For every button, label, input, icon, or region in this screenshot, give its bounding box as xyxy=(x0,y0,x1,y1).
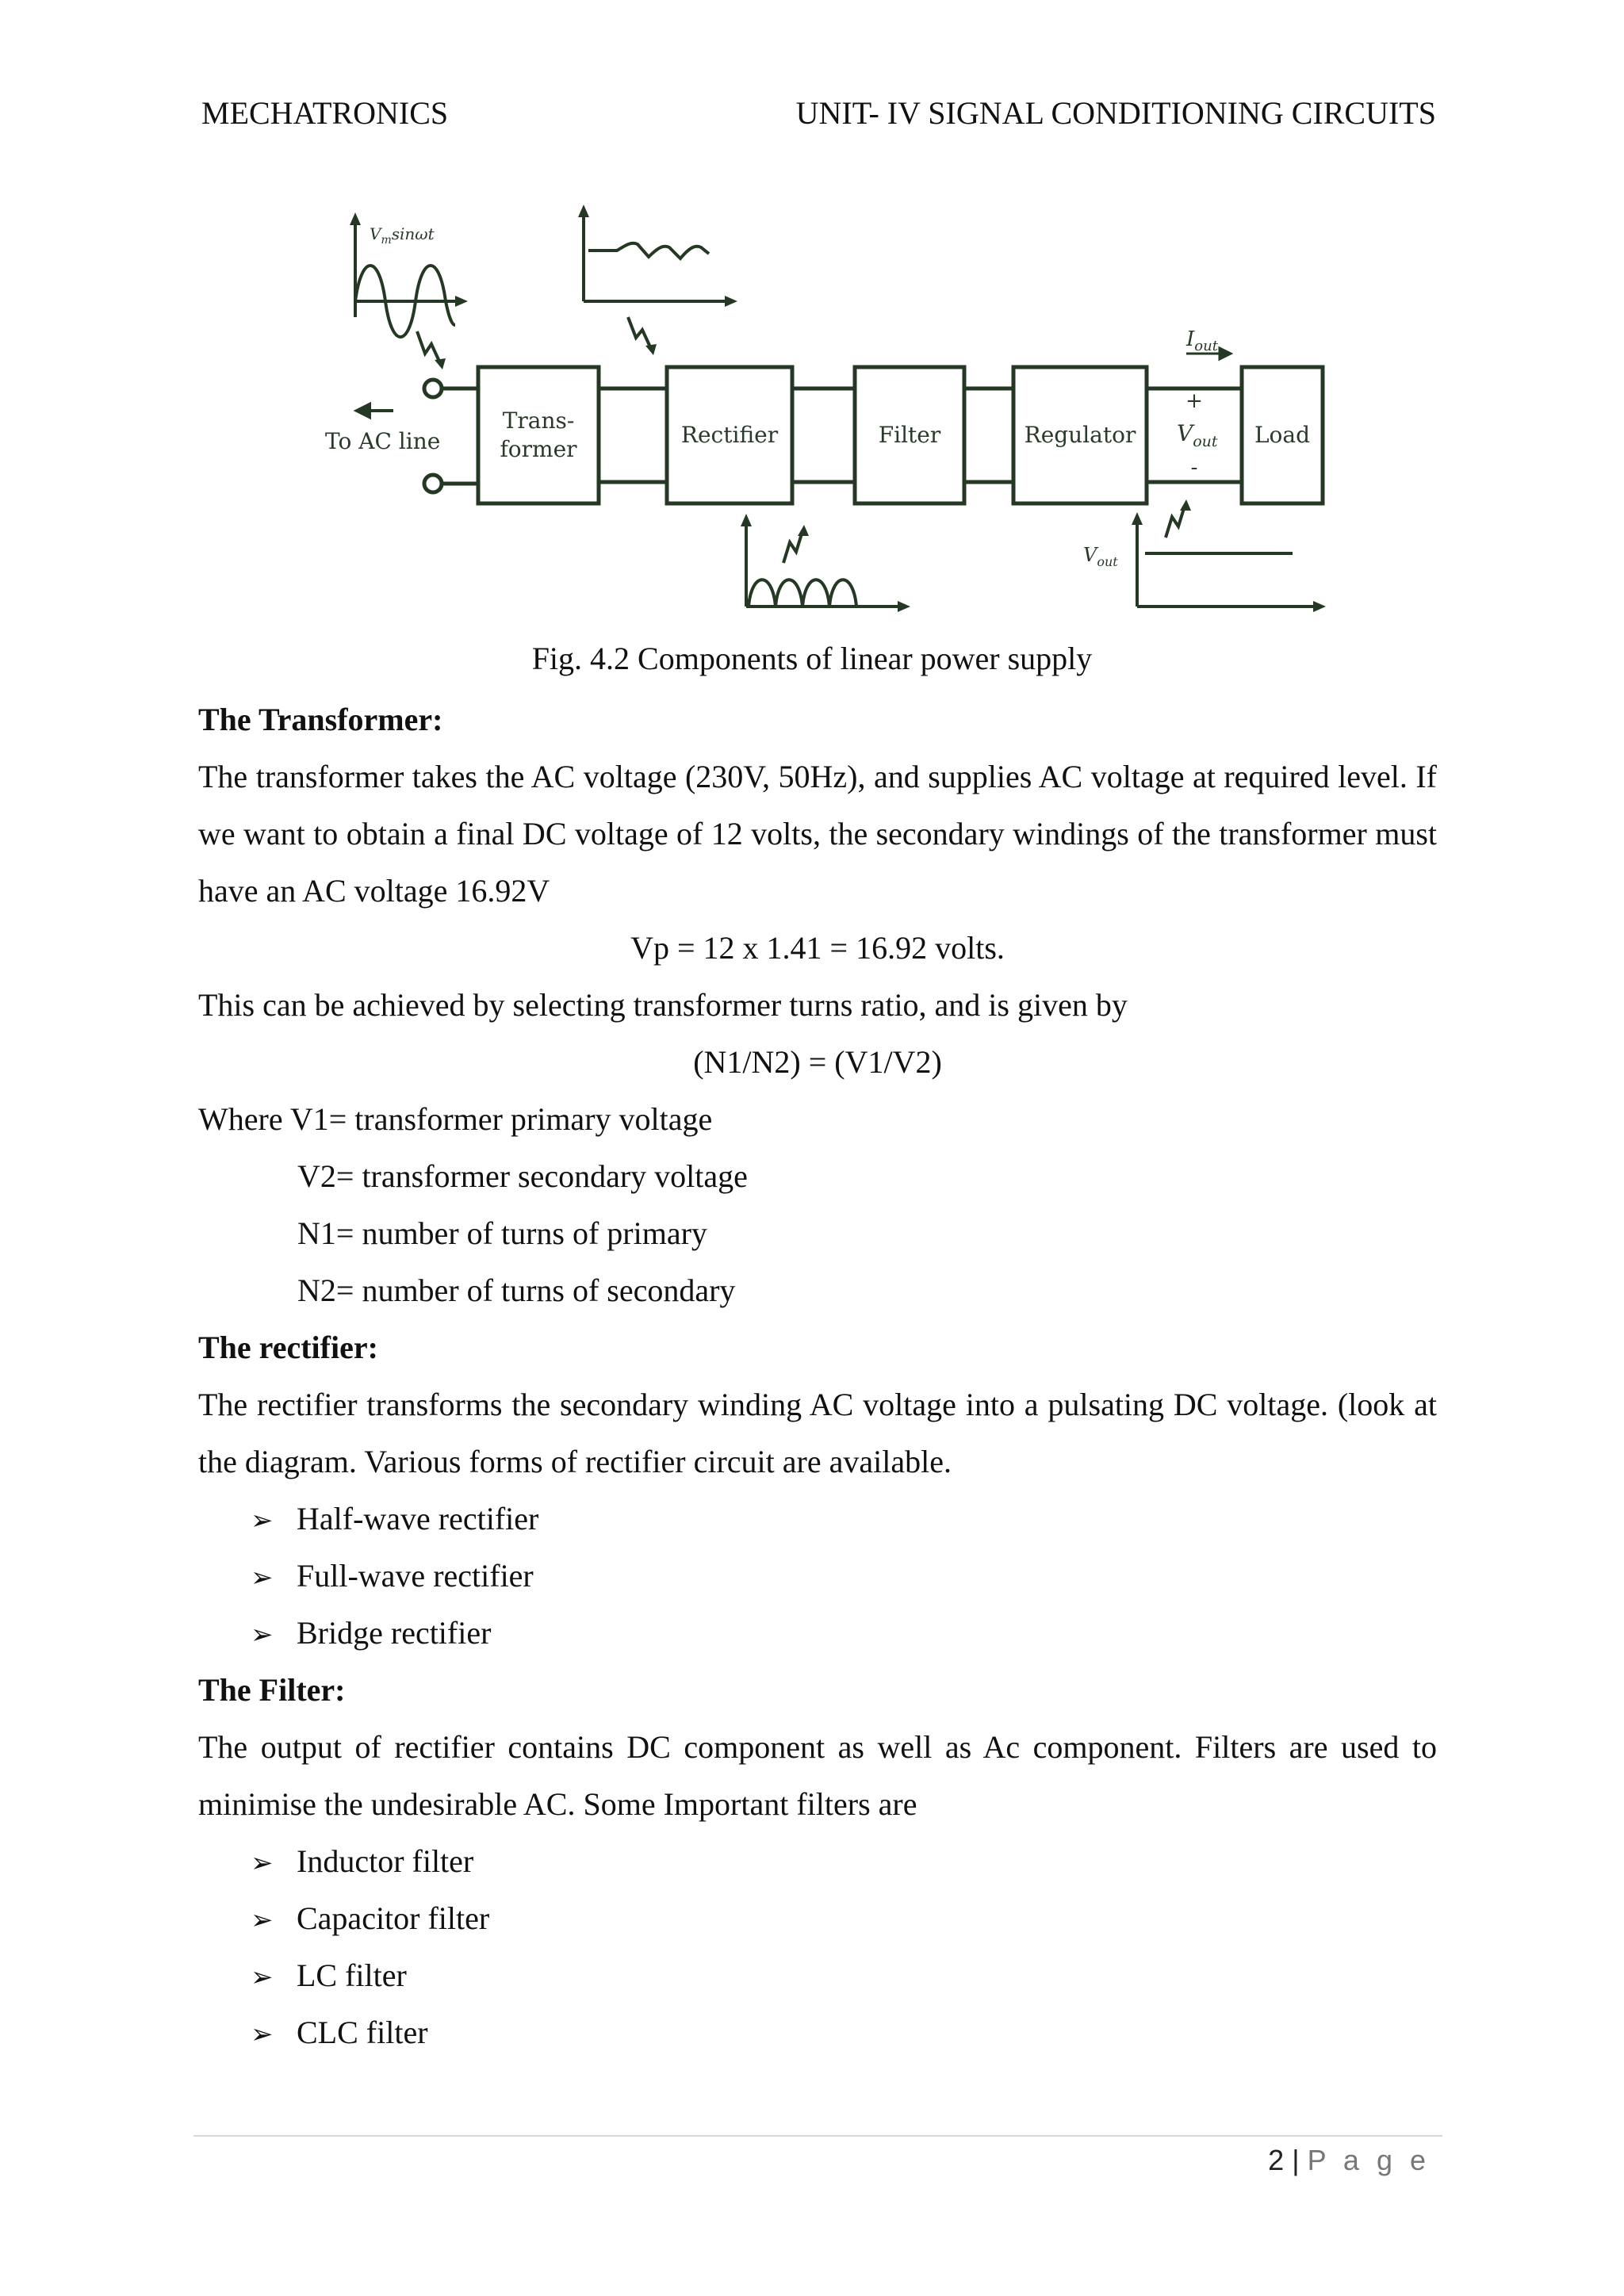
transformer-heading: The Transformer: xyxy=(198,702,443,737)
bullet-arrow-icon: ➢ xyxy=(251,1961,274,1993)
transformer-paragraph: The transformer takes the AC voltage (230V, 50Hz), and supplies AC voltage at required level. If we want to obtain a final DC voltage of 12 volts, the secondary windings of the transformer must have an AC voltage 16.92V xyxy=(198,759,1437,909)
transformer-label-line2: former xyxy=(500,436,577,462)
output-dc-graph xyxy=(1137,522,1316,607)
power-supply-block-diagram xyxy=(316,198,1346,626)
filter-heading: The Filter: xyxy=(198,1672,346,1708)
equation-turns-ratio: (N1/N2) = (V1/V2) xyxy=(693,1044,942,1080)
rectified-graph xyxy=(746,523,901,607)
bullet-arrow-icon: ➢ xyxy=(251,1904,274,1936)
list-item: ➢ Capacitor filter xyxy=(251,1890,489,1949)
ac-line-label: To AC line xyxy=(325,428,441,454)
list-item: ➢ CLC filter xyxy=(251,2004,428,2063)
bullet-arrow-icon: ➢ xyxy=(251,1847,274,1879)
minus-sign: - xyxy=(1190,456,1198,480)
equation-vp: Vp = 12 x 1.41 = 16.92 volts. xyxy=(630,930,1005,966)
bullet-arrow-icon: ➢ xyxy=(251,1619,274,1651)
rectifier-paragraph: The rectifier transforms the secondary winding AC voltage into a pulsating DC voltage. (look at the diagram. Various forms of rectifier circuit are available. xyxy=(198,1387,1437,1479)
load-label: Load xyxy=(1254,422,1311,448)
plus-sign: + xyxy=(1185,389,1203,413)
definition-n2: N2= number of turns of secondary xyxy=(297,1272,736,1308)
graph-vout-label: $V_{out}$ xyxy=(1083,544,1118,569)
bullet-arrow-icon: ➢ xyxy=(251,1505,274,1536)
filter-paragraph: The output of rectifier contains DC component as well as Ac component. Filters are used to minimise the undesirable AC. Some Important filters are xyxy=(198,1729,1437,1822)
definition-v1: Where V1= transformer primary voltage xyxy=(198,1101,713,1137)
ripple-graph xyxy=(584,212,728,301)
list-item: ➢ LC filter xyxy=(251,1947,407,2006)
page-number: 2 xyxy=(1268,2144,1285,2176)
rectifier-label: Rectifier xyxy=(680,422,779,448)
list-item: ➢ Half-wave rectifier xyxy=(251,1490,538,1549)
ac-terminal-bottom xyxy=(424,475,442,492)
page-word: P a g e xyxy=(1307,2144,1431,2176)
bullet-arrow-icon: ➢ xyxy=(251,2019,274,2050)
footer-separator: | xyxy=(1292,2144,1300,2176)
rectifier-heading: The rectifier: xyxy=(198,1330,378,1365)
iout-label: $I_{out}$ xyxy=(1186,327,1218,354)
transformer-label-line1: Trans- xyxy=(502,408,575,434)
list-item: ➢ Inductor filter xyxy=(251,1833,473,1892)
transformer-block xyxy=(478,367,599,503)
filter-label: Filter xyxy=(878,422,941,448)
list-item: ➢ Bridge rectifier xyxy=(251,1605,491,1663)
regulator-label: Regulator xyxy=(1024,422,1136,448)
page-footer xyxy=(1268,2141,1431,2180)
vout-terminal-label: $V_{out}$ xyxy=(1177,420,1218,450)
footer-divider xyxy=(193,2135,1442,2137)
header-course-title: MECHATRONICS xyxy=(201,95,449,131)
list-item: ➢ Full-wave rectifier xyxy=(251,1548,534,1606)
header-unit-title: UNIT- IV SIGNAL CONDITIONING CIRCUITS xyxy=(795,95,1436,131)
turns-ratio-sentence: This can be achieved by selecting transformer turns ratio, and is given by xyxy=(198,987,1128,1023)
input-wave-label: $V_m\sin\omega t$ xyxy=(370,224,435,247)
ac-terminal-top xyxy=(424,380,442,397)
definition-v2: V2= transformer secondary voltage xyxy=(297,1158,748,1194)
definition-n1: N1= number of turns of primary xyxy=(297,1215,707,1251)
bullet-arrow-icon: ➢ xyxy=(251,1562,274,1594)
figure-caption: Fig. 4.2 Components of linear power supply xyxy=(531,641,1093,676)
